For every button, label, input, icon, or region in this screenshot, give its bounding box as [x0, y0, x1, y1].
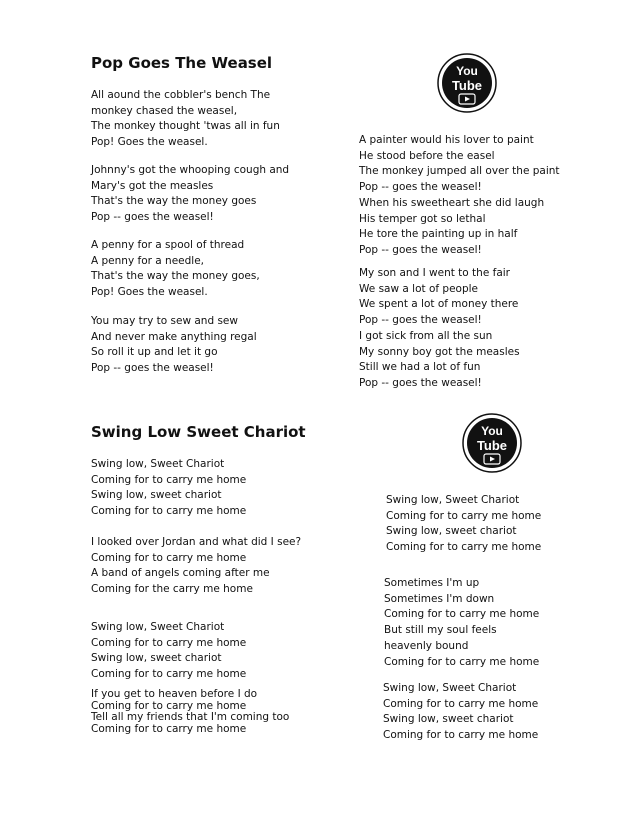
youtube-logo-icon[interactable] [437, 53, 497, 113]
lyric-line: That's the way the money goes [91, 195, 257, 208]
lyric-line: Swing low, Sweet Chariot [91, 621, 225, 633]
lyric-line: Tell all my friends that I'm coming too [91, 711, 290, 723]
logo-text-you: You [481, 424, 503, 438]
lyric-line: My sonny boy got the measles [359, 345, 520, 358]
lyric-line: A penny for a needle, [91, 254, 205, 267]
stanza [384, 576, 539, 670]
lyric-line: The monkey thought 'twas all in fun [91, 120, 280, 133]
song-title: Pop Goes The Weasel [91, 54, 273, 72]
lyric-line: A penny for a spool of thread [91, 239, 245, 251]
lyric-line: That's the way the money goes, [91, 270, 260, 283]
lyric-line: Coming for to carry me home [91, 473, 247, 486]
lyric-line: My son and I went to the fair [359, 267, 510, 279]
lyric-line: He tore the painting up in half [359, 228, 518, 241]
lyric-line: But still my soul feels [384, 624, 497, 637]
lyric-line: We spent a lot of money there [359, 298, 519, 311]
lyric-line: Coming for to carry me home [386, 541, 542, 554]
lyric-line: Coming for to carry me home [91, 668, 247, 681]
stanza [91, 314, 257, 377]
stanza [359, 266, 520, 392]
lyric-line: Pop -- goes the weasel! [359, 376, 482, 389]
lyric-line: Swing low, Sweet Chariot [91, 458, 225, 470]
lyric-line: Swing low, sweet chariot [91, 489, 222, 502]
lyric-line: Swing low, Sweet Chariot [386, 494, 520, 506]
stanza [91, 163, 289, 226]
lyric-line: Swing low, Sweet Chariot [383, 682, 517, 694]
lyric-line: Pop -- goes the weasel! [359, 243, 482, 256]
lyric-line: Johnny's got the whooping cough and [91, 164, 290, 176]
lyric-line: Mary's got the measles [91, 179, 214, 192]
lyric-line: Sometimes I'm down [384, 592, 495, 605]
lyric-line: Swing low, sweet chariot [383, 713, 514, 726]
lyric-line: A painter would his lover to paint [359, 134, 534, 146]
lyric-line: monkey chased the weasel, [91, 104, 238, 117]
stanza [91, 689, 289, 735]
lyric-line: Coming for to carry me home [91, 636, 247, 649]
lyric-line: If you get to heaven before I do [91, 688, 258, 700]
lyric-line: The monkey jumped all over the paint [359, 165, 560, 178]
lyric-line: Pop -- goes the weasel! [91, 362, 214, 375]
lyric-line: heavenly bound [384, 639, 469, 652]
lyric-line: Coming for to carry me home [91, 505, 247, 518]
lyric-line: Coming for to carry me home [383, 729, 539, 742]
lyric-line: And never make anything regal [91, 330, 257, 343]
lyric-line: I looked over Jordan and what did I see? [91, 536, 302, 548]
lyric-line: Pop -- goes the weasel! [91, 211, 214, 224]
lyric-line: Pop -- goes the weasel! [359, 181, 482, 194]
stanza [91, 620, 246, 683]
lyric-line: I got sick from all the sun [359, 329, 493, 342]
lyric-line: Swing low, sweet chariot [91, 652, 222, 665]
logo-text-tube: Tube [451, 78, 483, 93]
lyric-line: Pop! Goes the weasel. [91, 286, 208, 299]
lyric-line: Coming for the carry me home [91, 583, 253, 596]
lyric-line: When his sweetheart she did laugh [359, 196, 545, 209]
lyric-line: Pop -- goes the weasel! [359, 314, 482, 327]
youtube-logo-icon[interactable] [462, 413, 522, 473]
song-title: Swing Low Sweet Chariot [91, 423, 306, 441]
lyric-line: You may try to sew and sew [91, 315, 238, 327]
stanza [91, 457, 246, 520]
logo-text-you: You [456, 64, 478, 78]
stanza [91, 88, 280, 151]
lyric-line: Swing low, sweet chariot [386, 525, 517, 538]
lyric-line: We saw a lot of people [359, 282, 479, 295]
lyric-line: Sometimes I'm up [384, 577, 480, 589]
lyric-line: Coming for to carry me home [91, 722, 247, 735]
stanza [386, 493, 541, 556]
lyric-line: Coming for to carry me home [91, 551, 247, 564]
stanza [383, 681, 538, 744]
logo-text-tube: Tube [476, 438, 508, 453]
lyric-line: So roll it up and let it go [91, 346, 218, 359]
lyric-line: All aound the cobbler's bench The [91, 89, 271, 101]
lyric-line: A band of angels coming after me [91, 567, 270, 580]
lyric-line: Coming for to carry me home [386, 509, 542, 522]
lyric-line: Coming for to carry me home [91, 699, 247, 712]
lyric-line: His temper got so lethal [359, 212, 486, 225]
lyric-line: Coming for to carry me home [383, 697, 539, 710]
lyric-line: Pop! Goes the weasel. [91, 136, 208, 149]
lyric-line: Coming for to carry me home [384, 655, 540, 668]
stanza [359, 133, 560, 259]
stanza [91, 535, 301, 598]
lyric-line: Coming for to carry me home [384, 608, 540, 621]
stanza [91, 238, 260, 301]
lyric-line: He stood before the easel [359, 149, 495, 162]
lyric-line: Still we had a lot of fun [359, 361, 481, 374]
